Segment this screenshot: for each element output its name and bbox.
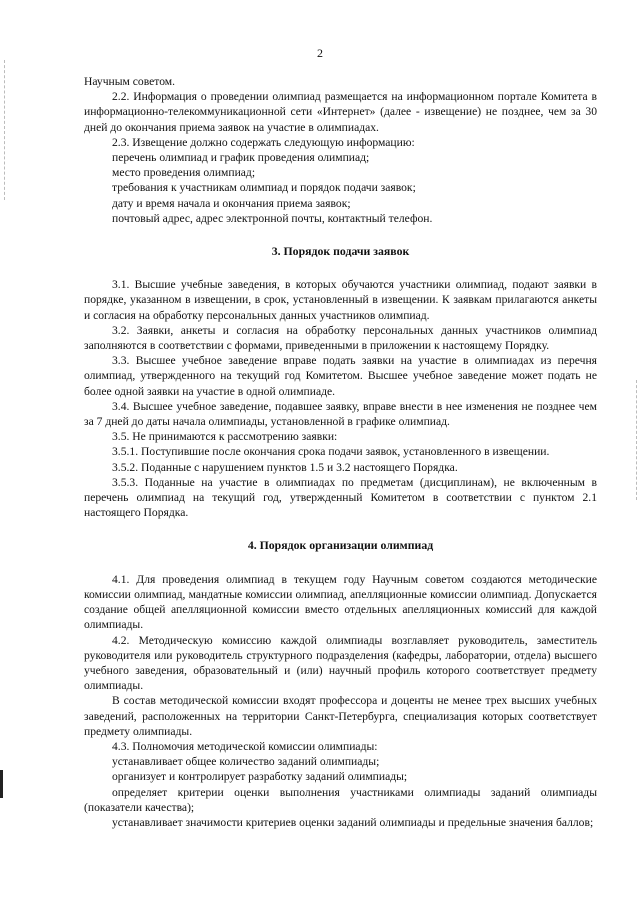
paragraph-3-1: 3.1. Высшие учебные заведения, в которых обучаются участники олимпиад, подают заявки в порядке, указанном в извещении, в срок, установленный в извещении. К заявкам прилагаются анкеты и согласия на обработку персональных данных участников олимпиад. bbox=[84, 278, 597, 322]
list-item: перечень олимпиад и график проведения олимпиад; bbox=[112, 151, 370, 165]
paragraph-3-5-3: 3.5.3. Поданные на участие в олимпиадах по предметам (дисциплинам), не включенным в перечень олимпиад на текущий год, утвержденный Комитетом в соответствии с пунктом 2.1 настоящего Порядка. bbox=[84, 475, 597, 520]
paragraph-2-2: 2.2. Информация о проведении олимпиад размещается на информационном портале Комитета в информационно-телекоммуникационной сети «Интернет» (далее - извещение) не позднее, чем за 30 дней до окончания приема заявок на участие в олимпиадах. bbox=[84, 90, 597, 134]
page-number: 2 bbox=[317, 46, 323, 60]
list-item: определяет критерии оценки выполнения участниками олимпиады заданий олимпиады (показатели качества); bbox=[84, 785, 597, 814]
list-item: требования к участникам олимпиад и порядок подачи заявок; bbox=[112, 181, 416, 195]
section-3-heading: 3. Порядок подачи заявок bbox=[271, 244, 410, 259]
continuation-text: Научным советом. bbox=[84, 75, 176, 88]
list-item: дату и время начала и окончания приема заявок; bbox=[112, 196, 351, 210]
paragraph-3-5: 3.5. Не принимаются к рассмотрению заявки: bbox=[112, 430, 338, 444]
list-item: место проведения олимпиад; bbox=[112, 166, 256, 180]
list-item: устанавливает общее количество заданий олимпиады; bbox=[112, 755, 380, 769]
list-item: устанавливает значимости критериев оценки заданий олимпиады и предельные значения баллов; bbox=[112, 815, 594, 829]
paragraph-3-4: 3.4. Высшее учебное заведение, подавшее заявку, вправе внести в нее изменения не позднее чем за 7 дней до даты начала олимпиады, установленной в графике олимпиад. bbox=[84, 399, 597, 429]
document-body bbox=[84, 74, 597, 830]
paragraph-4-1: 4.1. Для проведения олимпиад в текущем году Научным советом создаются методические комиссии олимпиад, мандатные комиссии олимпиад, апелляционные комиссии олимпиад. Допускается создание общей апелляционной комиссии вместо отдельных апелляционных комиссий для каждой олимпиады. bbox=[84, 572, 597, 632]
list-item: почтовый адрес, адрес электронной почты, контактный телефон. bbox=[112, 211, 433, 225]
list-item: организует и контролирует разработку заданий олимпиады; bbox=[112, 770, 408, 784]
scan-edge-mark bbox=[0, 770, 3, 798]
paragraph-3-3: 3.3. Высшее учебное заведение вправе подать заявки на участие в олимпиадах из перечня олимпиад, утвержденного на текущий год Комитетом. Высшее учебное заведение может подать не более одной заявки на участие в одной олимпиаде. bbox=[84, 354, 597, 398]
scan-edge-mark bbox=[4, 60, 6, 200]
scan-edge-mark bbox=[636, 380, 638, 500]
paragraph-3-2: 3.2. Заявки, анкеты и согласия на обработку персональных данных участников олимпиад заполняются в соответствии с формами, приведенными в приложении к настоящему Порядку. bbox=[84, 323, 597, 353]
section-4-heading: 4. Порядок организации олимпиад bbox=[247, 538, 434, 553]
paragraph-4-3: 4.3. Полномочия методической комиссии олимпиады: bbox=[112, 739, 378, 753]
paragraph-3-5-1: 3.5.1. Поступившие после окончания срока подачи заявок, установленного в извещении. bbox=[112, 445, 550, 459]
paragraph-2-3: 2.3. Извещение должно содержать следующую информацию: bbox=[112, 135, 415, 149]
paragraph-3-5-2: 3.5.2. Поданные с нарушением пунктов 1.5 и 3.2 настоящего Порядка. bbox=[112, 460, 458, 474]
paragraph-4-2-composition: В состав методической комиссии входят профессора и доценты не менее трех высших учебных заведений, расположенных на территории Санкт-Петербурга, специализация которых соответствует предмету олимпиады. bbox=[84, 694, 597, 738]
paragraph-4-2: 4.2. Методическую комиссию каждой олимпиады возглавляет руководитель, заместитель руководителя или руководитель структурного подразделения (кафедры, лаборатории, отдела) высшего учебного заведения, образовательный и (или) научный профиль которого соответствует предмету олимпиады. bbox=[84, 633, 597, 693]
